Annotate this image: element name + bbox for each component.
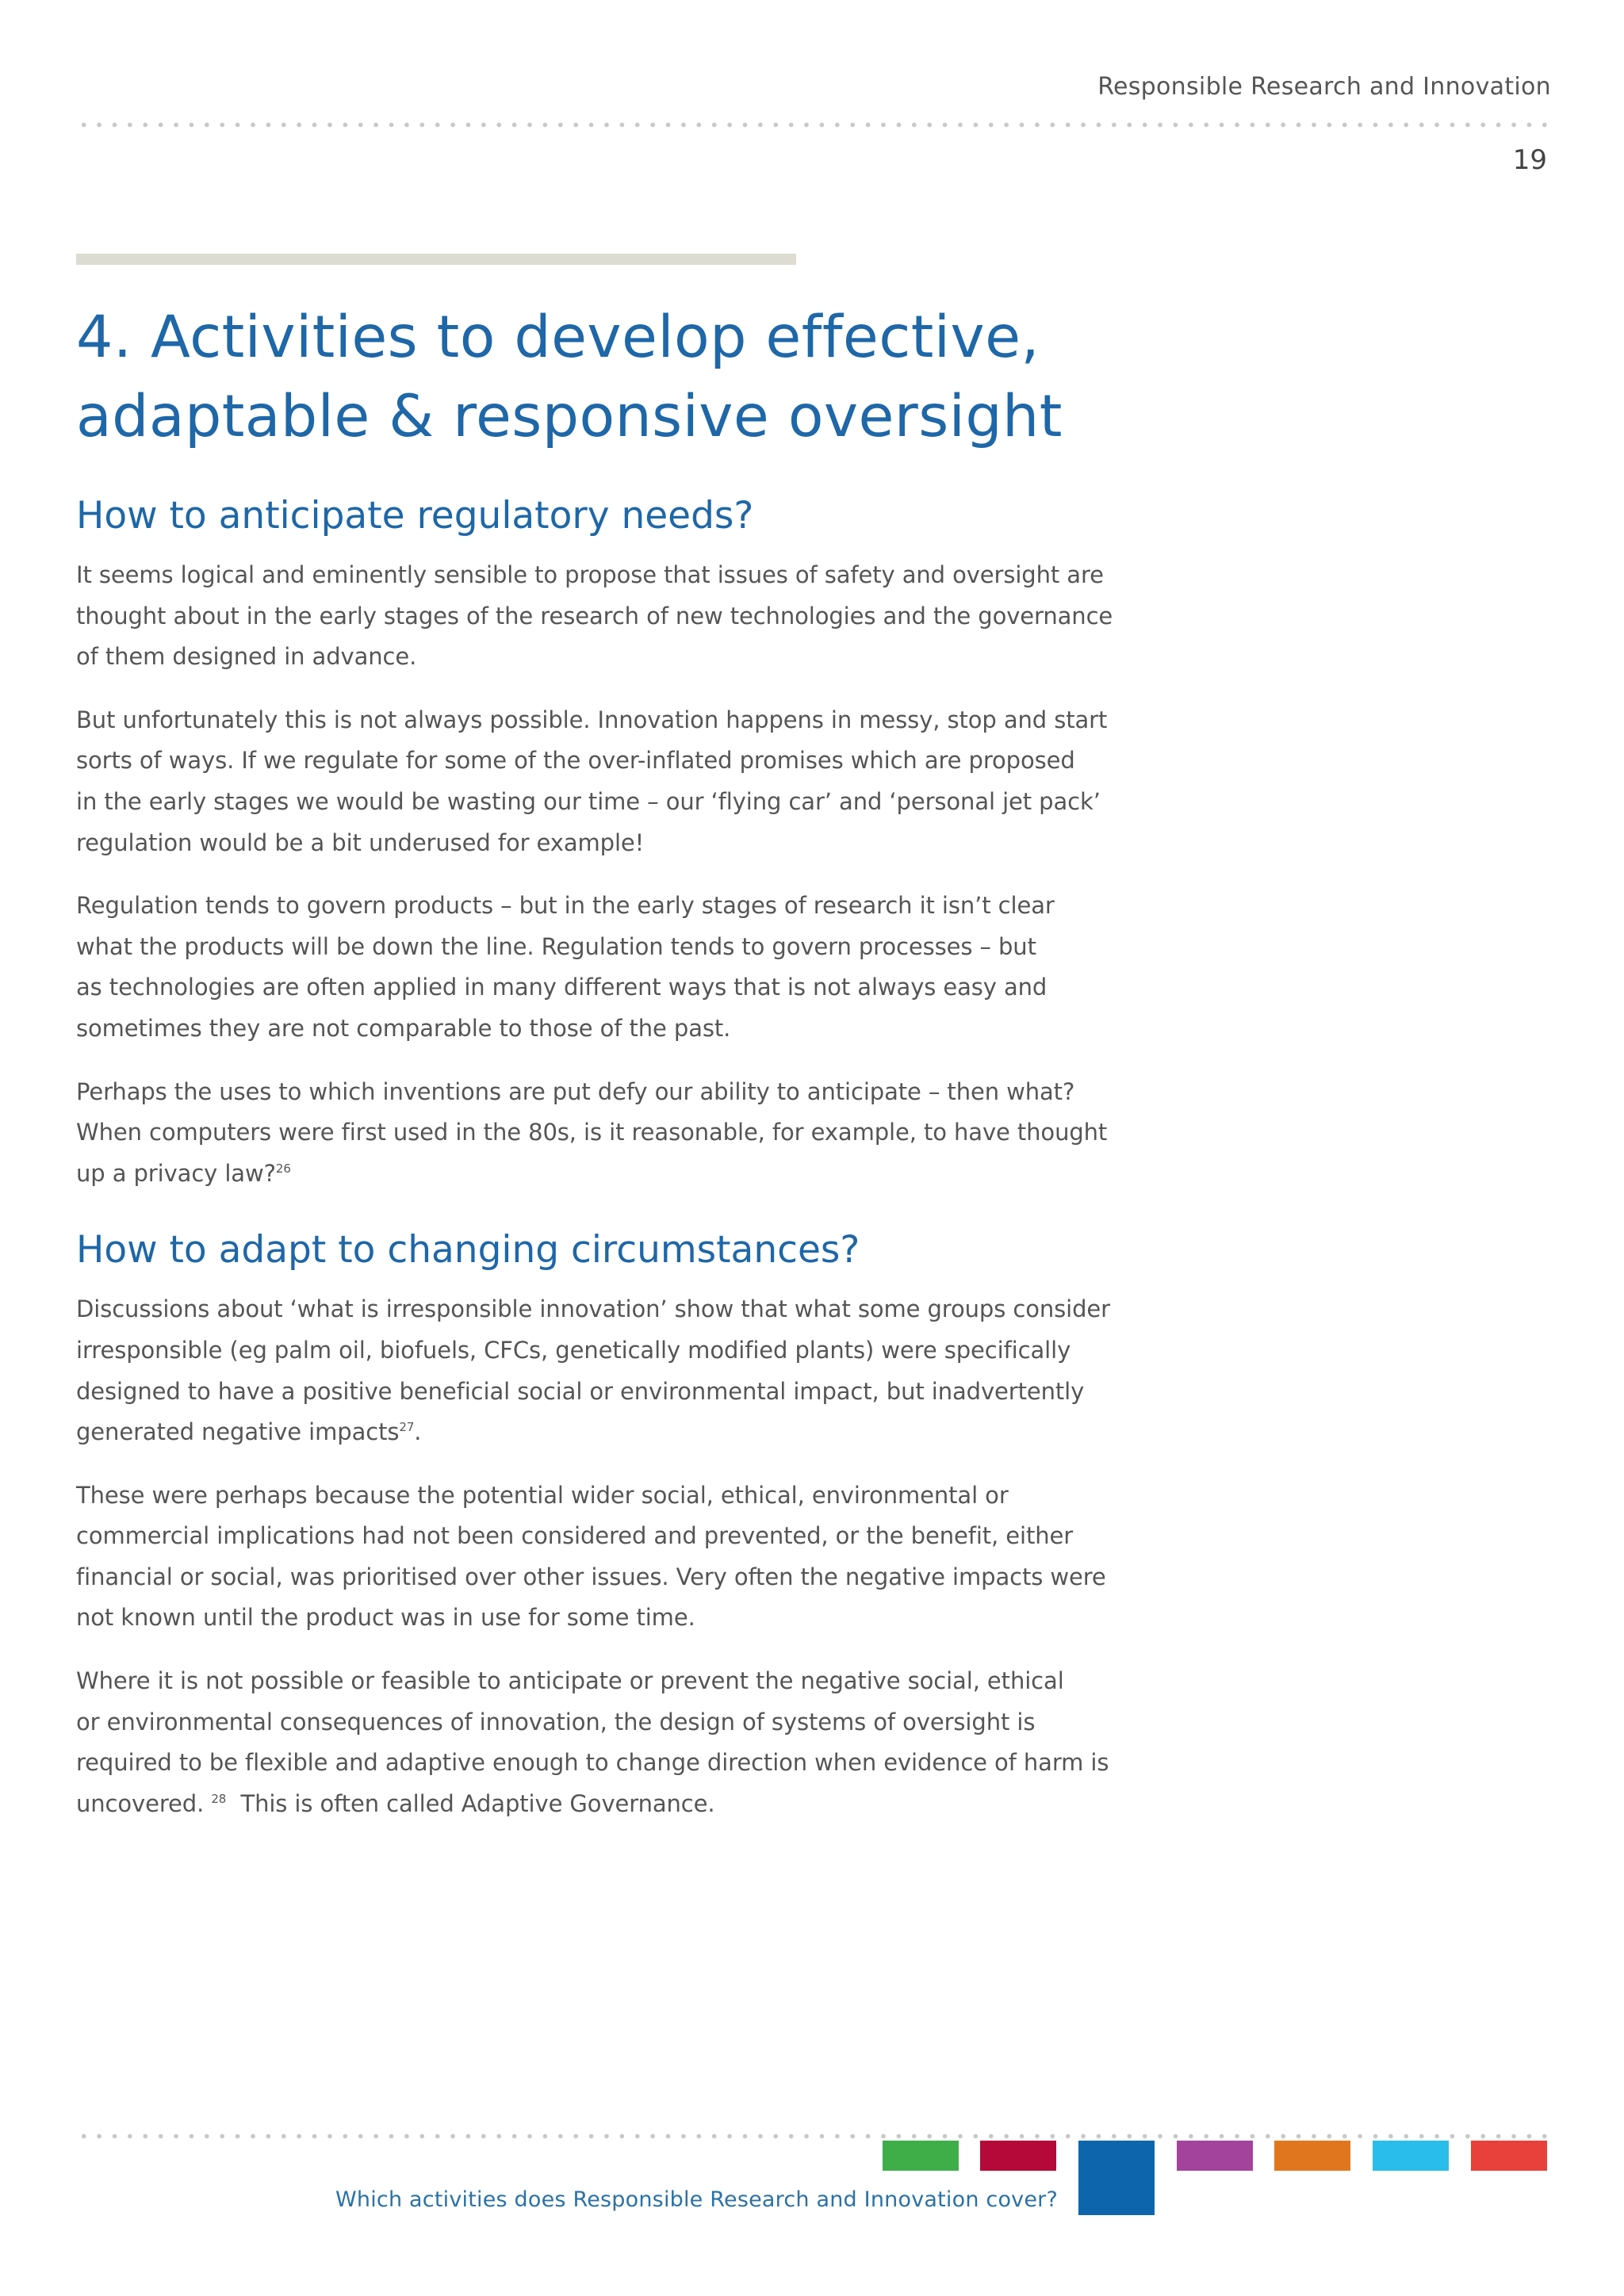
paragraph-line: It seems logical and eminently sensible to propose that issues of safety and oversight are — [76, 561, 1104, 588]
paragraph-line: But unfortunately this is not always possible. Innovation happens in messy, stop and start — [76, 706, 1108, 733]
paragraph-line: Where it is not possible or feasible to anticipate or prevent the negative social, ethical — [76, 1667, 1064, 1695]
paragraph — [76, 886, 1218, 1049]
chapter-title-line-2: adaptable & responsive oversight — [76, 383, 1063, 450]
footer-question: Which activities does Responsible Research and Innovation cover? — [335, 2187, 1058, 2212]
main-content — [76, 488, 1218, 1846]
paragraph-line: Regulation tends to govern products – but in the early stages of research it isn’t clear — [76, 892, 1055, 920]
paragraph-line — [76, 1412, 1218, 1453]
paragraph-line: sometimes they are not comparable to those of the past. — [76, 1014, 731, 1042]
paragraph-text: generated negative impacts — [76, 1418, 400, 1446]
paragraph-line: Discussions about ‘what is irresponsible innovation’ show that what some groups consider — [76, 1295, 1110, 1323]
paragraph-line: what the products will be down the line. Regulation tends to govern processes – but — [76, 932, 1036, 960]
paragraph-line — [76, 1154, 1218, 1195]
paragraph-line: not known until the product was in use for some time. — [76, 1604, 695, 1632]
footnote-ref-27[interactable]: 27 — [399, 1420, 415, 1435]
paragraph-line: or environmental consequences of innovation, the design of systems of oversight is — [76, 1708, 1036, 1735]
paragraph — [76, 1289, 1218, 1452]
paragraph-line: These were perhaps because the potential wider social, ethical, environmental or — [76, 1481, 1009, 1509]
header-dotted-rule — [76, 122, 1551, 128]
paragraph-text: uncovered. — [76, 1789, 212, 1817]
footnote-ref-28[interactable]: 28 — [211, 1791, 227, 1806]
paragraph-text: . — [414, 1418, 422, 1446]
paragraph-line: Perhaps the uses to which inventions are put defy our ability to anticipate – then what? — [76, 1077, 1075, 1105]
paragraph-line: in the early stages we would be wasting our time – our ‘flying car’ and ‘personal jet pack’ — [76, 787, 1101, 815]
paragraph-line: as technologies are often applied in many different ways that is not always easy and — [76, 974, 1048, 1001]
nav-swatch-1[interactable] — [883, 2141, 959, 2171]
paragraph-line: irresponsible (eg palm oil, biofuels, CFCs, genetically modified plants) were specifically — [76, 1336, 1071, 1364]
nav-swatch-3-active[interactable] — [1078, 2141, 1155, 2215]
nav-swatch-5[interactable] — [1274, 2141, 1350, 2171]
paragraph-line: designed to have a positive beneficial social or environmental impact, but inadvertently — [76, 1377, 1085, 1405]
paragraph — [76, 1072, 1218, 1195]
running-header: Responsible Research and Innovation — [1097, 73, 1551, 101]
paragraph — [76, 700, 1218, 863]
footer-dotted-rule — [76, 2133, 1551, 2139]
paragraph-text: This is often called Adaptive Governance. — [226, 1789, 715, 1817]
nav-swatch-2[interactable] — [980, 2141, 1056, 2171]
paragraph-line: financial or social, was prioritised over other issues. Very often the negative impacts were — [76, 1563, 1106, 1590]
paragraph-line: When computers were first used in the 80s, is it reasonable, for example, to have thought — [76, 1119, 1108, 1146]
paragraph — [76, 1661, 1218, 1824]
paragraph-text: up a privacy law? — [76, 1159, 276, 1187]
nav-swatch-7[interactable] — [1471, 2141, 1547, 2171]
paragraph-line: sorts of ways. If we regulate for some of the over-inflated promises which are proposed — [76, 747, 1075, 775]
chapter-title-line-1: 4. Activities to develop effective, — [76, 304, 1040, 371]
paragraph-line: regulation would be a bit underused for example! — [76, 828, 645, 856]
paragraph-line: required to be flexible and adaptive enough to change direction when evidence of harm is — [76, 1749, 1109, 1777]
nav-swatch-6[interactable] — [1373, 2141, 1449, 2171]
section-heading-anticipate: How to anticipate regulatory needs? — [76, 494, 754, 538]
chapter-title-bar — [76, 254, 796, 265]
paragraph-line: thought about in the early stages of the research of new technologies and the governance — [76, 602, 1113, 629]
paragraph-line: of them designed in advance. — [76, 643, 417, 671]
paragraph-line: commercial implications had not been considered and prevented, or the benefit, either — [76, 1522, 1074, 1550]
paragraph-line — [76, 1784, 1218, 1825]
paragraph — [76, 555, 1218, 678]
chapter-title — [76, 298, 1186, 457]
nav-swatch-4[interactable] — [1177, 2141, 1253, 2171]
footnote-ref-26[interactable]: 26 — [275, 1161, 291, 1176]
section-heading-adapt: How to adapt to changing circumstances? — [76, 1228, 860, 1272]
page-number: 19 — [1512, 144, 1547, 176]
paragraph — [76, 1475, 1218, 1639]
